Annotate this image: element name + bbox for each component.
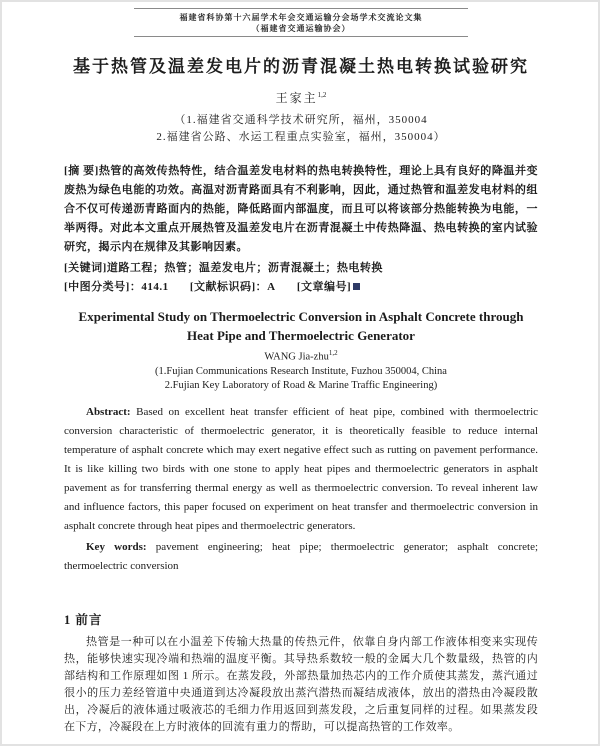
paper-title-en [64,307,538,345]
author-en-superscript: 1,2 [328,349,338,357]
proceedings-header [134,8,468,37]
placeholder-square-icon [353,283,360,290]
author-cn-name: 王家主 [275,91,318,105]
article-number-segment [297,281,360,293]
keywords-cn-text: 道路工程；热管；温差发电片；沥青混凝土；热电转换 [106,262,383,274]
paper-title-en-line1: Experimental Study on Thermoelectric Conversion in Asphalt Concrete through [78,309,524,324]
abstract-en-body [64,403,538,536]
abstract-cn-text: 热管的高效传热特性，结合温差发电材料的热电转换特性，理论上具有良好的降温并变废热为绿色电能的功效。高温对沥青路面具有不利影响，因此，通过热管和温差发电材料的组合不仅可传递沥青路面内的热能，降低路面内部温度，而且可以将该部分热能转换为电能，一举两得。对此本文重点开展热管及温差发电片在沥青混凝土中传热降温、热电转换的室内试验研究，揭示内在规律及其影响因素。 [64,165,539,253]
affiliation-cn [64,112,538,146]
article-number-label: [文章编号] [296,281,352,293]
keywords-en-text: pavement engineering; heat pipe; thermoelectric generator; asphalt concrete; thermoelectric conversion [64,540,539,572]
abstract-en [64,403,538,536]
clc-segment [64,281,169,293]
author-cn-superscript: 1,2 [317,91,327,99]
paper-title-en-line2: Heat Pipe and Thermoelectric Generator [187,328,415,343]
keywords-en [64,538,538,576]
affiliation-en-line1: (1.Fujian Communications Research Institute, Fuzhou 350004, China [155,365,447,377]
author-en-name: WANG Jia-zhu [264,351,329,363]
section-1-body: 热管是一种可以在小温差下传输大热量的传热元件，依靠自身内部工作液体相变来实现传热，能够快速实现冷端和热端的温度平衡。其导热系数较一般的金属大几个数量级，热管的内部结构和工作原理如图 1 所示。在蒸发段，外部热量加热芯内的工作介质使其蒸发，蒸汽通过很小的压力差经管道中央通道到达冷凝段放出蒸汽潜热而凝结成液体，放出的潜热由冷凝段散出，冷凝后的液体通过吸液芯的毛细力作用返回到蒸发段，之后重复同样的过程。如果蒸发段在下方，冷凝段在上方时液体的回流有重力的帮助，可以提高热管的工作效率。 [64,635,538,733]
affiliation-en-line2: 2.Fujian Key Laboratory of Road & Marine Traffic Engineering) [164,379,438,391]
proceedings-header-line2: （福建省交通运输协会） [251,24,351,33]
author-en [64,349,538,363]
abstract-cn-label: [摘 要] [64,165,99,177]
doc-code-value: A [267,281,276,293]
doc-code-segment [190,281,276,293]
keywords-cn [64,259,538,278]
affiliation-cn-line1: （1.福建省交通科学技术研究所，福州，350004 [174,114,428,126]
clc-label: [中图分类号]： [64,281,142,293]
proceedings-header-line1: 福建省科协第十六届学术年会交通运输分会场学术交流论文集 [179,13,423,22]
paper-title-cn: 基于热管及温差发电片的沥青混凝土热电转换试验研究 [73,57,529,76]
author-cn [64,89,538,106]
abstract-en-label: Abstract: [86,405,131,418]
keywords-en-label: Key words: [86,540,147,553]
section-1-heading: 1 前言 [64,612,103,627]
clc-value: 414.1 [141,281,169,293]
keywords-cn-label: [关键词] [64,262,107,274]
classification-line [64,278,538,297]
abstract-en-text: Based on excellent heat transfer efficient of heat pipe, combined with thermoelectric conversion characteristic of thermoelectric generator, it is theoretically feasible to reduce internal temperature of asphalt concrete which may exert negative effect such as rutting on pavement performance. It is like killing two birds with one stone to apply heat pipes and thermoelectric generators in asphalt pavement as for transferring thermal energy as well as thermoelectric conversion. To reveal inherent law and influence factors, this paper focused on experiment on heat transfer and thermoelectric conversion in asphalt concrete through heat pipes and thermoelectric generators. [64,405,539,532]
abstract-cn [64,162,538,257]
affiliation-en [64,365,538,393]
affiliation-cn-line2: 2.福建省公路、水运工程重点实验室，福州，350004） [156,131,446,143]
doc-code-label: [文献标识码]： [189,281,268,293]
